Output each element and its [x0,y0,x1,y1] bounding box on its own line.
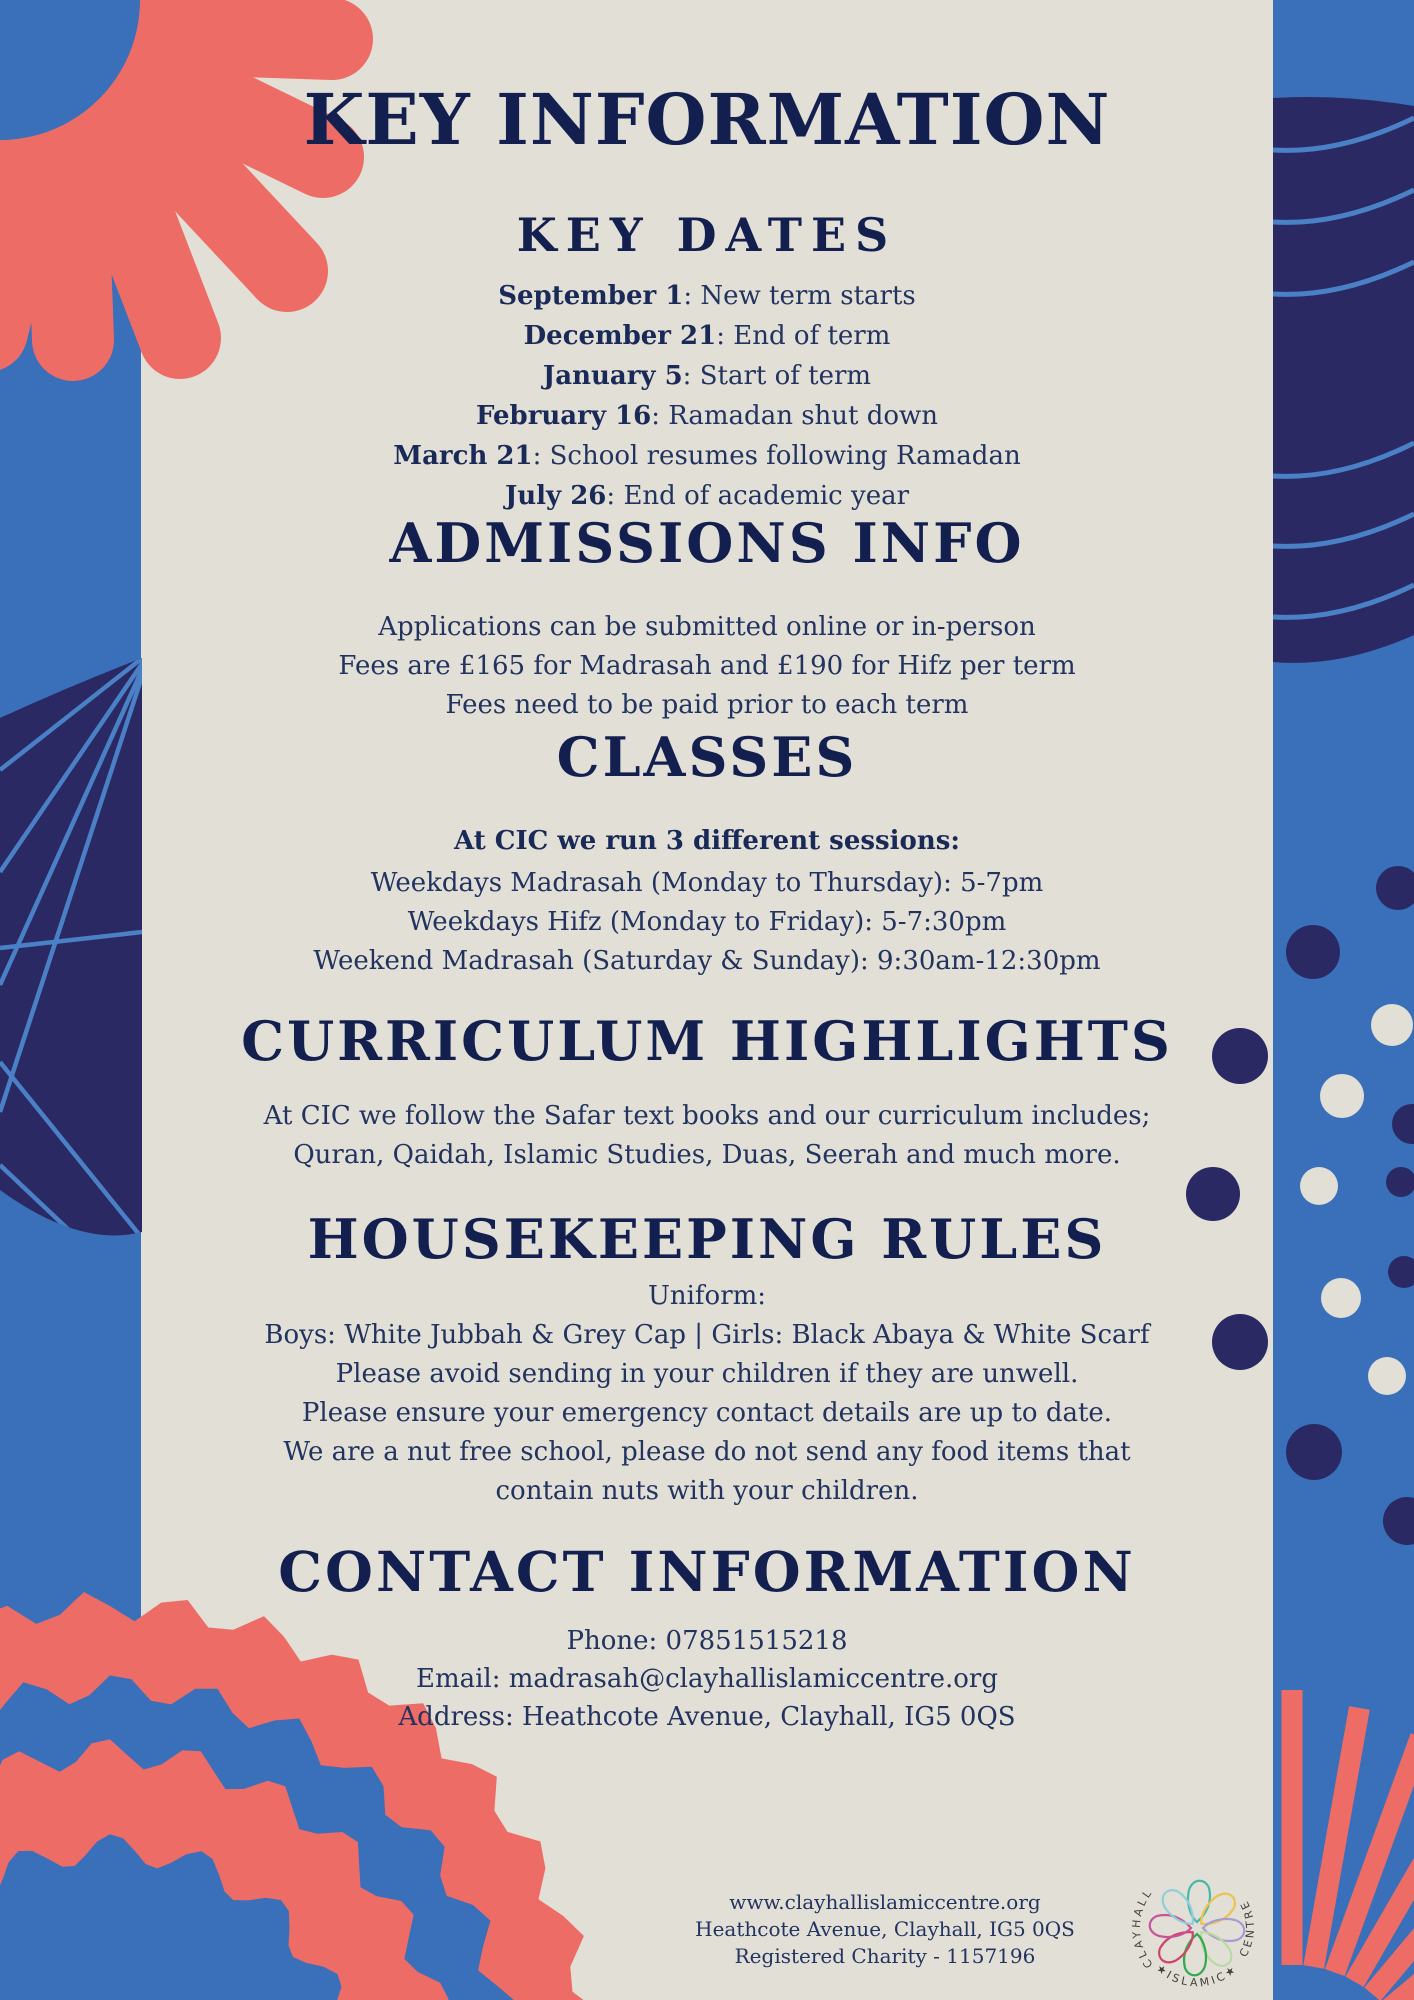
text-line: Address: Heathcote Avenue, Clayhall, IG5 0QS [398,1702,1016,1732]
logo-ring-text-left: CLAYHALL [1129,1885,1156,1971]
key-date-separator: : [651,401,669,431]
text-line: Email: madrasah@clayhallislamiccentre.org [415,1664,998,1694]
text-line: Uniform: [647,1281,767,1311]
key-date-row [141,356,1273,396]
key-date-separator: : [716,321,734,351]
key-date-event: School resumes following Ramadan [549,441,1021,471]
text-line: contain nuts with your children. [495,1476,919,1506]
key-date-event: End of academic year [623,481,910,511]
text-line: Applications can be submitted online or in-person [378,612,1036,642]
text-line: Weekdays Madrasah (Monday to Thursday): 5-7pm [370,868,1044,898]
logo-ring-text-bottom: ★ISLAMIC★ [1153,1961,1241,1990]
text-line: Weekdays Hifz (Monday to Friday): 5-7:30pm [407,907,1007,937]
logo-ring-text-right: CENTRE [1236,1896,1258,1960]
footer-line: www.clayhallislamiccentre.org [729,1890,1041,1914]
admissions-lines [141,608,1273,725]
key-dates-heading: KEY DATES [516,208,898,262]
contact-lines [141,1622,1273,1736]
key-date-label: December 21 [523,321,717,351]
key-dates-list [141,276,1273,516]
key-date-row [141,276,1273,316]
footer-line: Registered Charity - 1157196 [734,1944,1036,1968]
text-line: Fees are £165 for Madrasah and £190 for Hifz per term [338,651,1076,681]
footer-line: Heathcote Avenue, Clayhall, IG5 0QS [695,1917,1075,1941]
footer-block [600,1889,1170,1970]
key-date-row [141,476,1273,516]
admissions-heading: ADMISSIONS INFO [389,511,1025,575]
key-date-separator: : [532,441,550,471]
text-line: Weekend Madrasah (Saturday & Sunday): 9:30am-12:30pm [313,946,1101,976]
text-line: Boys: White Jubbah & Grey Cap | Girls: Black Abaya & White Scarf [264,1320,1150,1350]
key-date-row [141,436,1273,476]
text-line: Please ensure your emergency contact details are up to date. [301,1398,1113,1428]
text-line: We are a nut free school, please do not send any food items that [283,1437,1131,1467]
classes-lines [141,864,1273,981]
classes-heading: CLASSES [556,725,858,789]
key-date-event: Start of term [699,361,872,391]
key-date-label: March 21 [393,441,533,471]
key-date-separator: : [606,481,624,511]
housekeeping-heading: HOUSEKEEPING RULES [307,1207,1107,1271]
key-date-event: Ramadan shut down [668,401,939,431]
contact-heading: CONTACT INFORMATION [278,1539,1136,1604]
key-date-label: February 16 [475,401,652,431]
page-title: KEY INFORMATION [303,78,1111,161]
key-date-label: July 26 [504,481,607,511]
text-line: Phone: 07851515218 [566,1626,848,1656]
text-line: Fees need to be paid prior to each term [445,690,969,720]
text-line: At CIC we follow the Safar text books and our curriculum includes; [263,1101,1151,1131]
key-date-separator: : [682,361,700,391]
classes-intro: At CIC we run 3 different sessions: [453,826,960,856]
key-date-row [141,316,1273,356]
key-date-separator: : [683,281,701,311]
key-date-event: New term starts [700,281,916,311]
key-date-row [141,396,1273,436]
housekeeping-lines [141,1277,1273,1511]
curriculum-heading: CURRICULUM HIGHLIGHTS [241,1009,1173,1073]
key-date-label: September 1 [498,281,684,311]
text-line: Quran, Qaidah, Islamic Studies, Duas, Seerah and much more. [293,1140,1121,1170]
key-date-label: January 5 [542,361,683,391]
key-date-event: End of term [733,321,891,351]
curriculum-lines [141,1097,1273,1175]
text-line: Please avoid sending in your children if they are unwell. [335,1359,1079,1389]
